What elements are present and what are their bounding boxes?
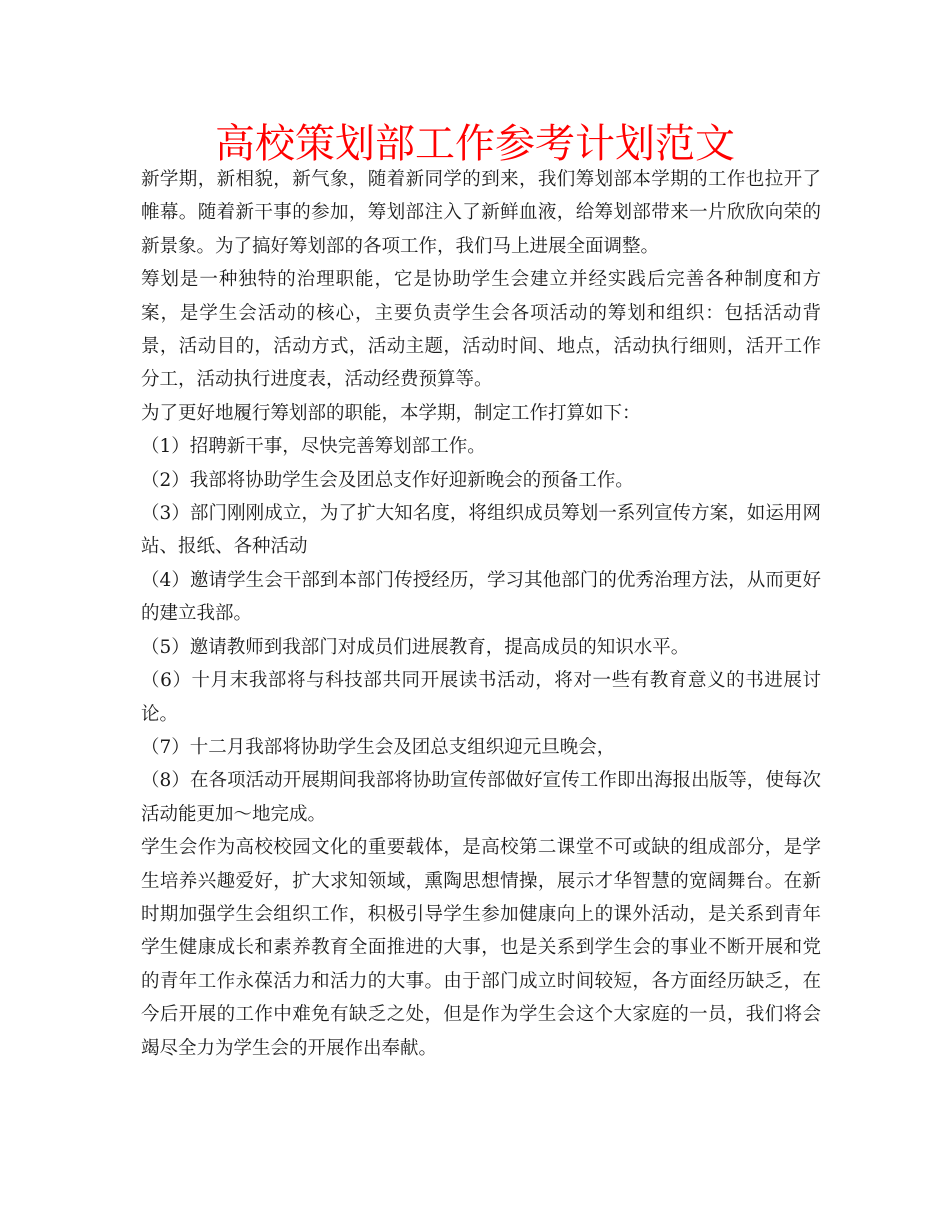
plan-item-8: （8）在各项活动开展期间我部将协助宣传部做好宣传工作即出海报出版等，使每次活动能更加～地完成。 <box>141 770 821 825</box>
plan-item-1: （1）招聘新干事，尽快完善筹划部工作。 <box>141 436 486 458</box>
document-body <box>141 163 821 1065</box>
plan-item-4: （4）邀请学生会干部到本部门传授经历，学习其他部门的优秀治理方法，从而更好的建立我部。 <box>141 569 821 625</box>
paragraph-plan-lead: 为了更好地履行筹划部的职能，本学期，制定工作打算如下： <box>141 402 641 424</box>
plan-item-2: （2）我部将协助学生会及团总支作好迎新晚会的预备工作。 <box>141 469 634 491</box>
plan-item-5: （5）邀请教师到我部门对成员们进展教育，提高成员的知识水平。 <box>141 636 690 658</box>
document-title: 高校策划部工作参考计划范文 <box>215 121 735 167</box>
plan-item-6: （6）十月末我部将与科技部共同开展读书活动，将对一些有教育意义的书进展讨论。 <box>141 670 821 725</box>
paragraph-intro: 新学期，新相貌，新气象，随着新同学的到来，我们筹划部本学期的工作也拉开了帷幕。随着新干事的参加，筹划部注入了新鲜血液，给筹划部带来一片欣欣向荣的新景象。为了搞好筹划部的各项工作，我们马上进展全面调整。 <box>141 169 821 257</box>
plan-item-7: （7）十二月我部将协助学生会及团总支组织迎元旦晚会， <box>141 736 616 758</box>
paragraph-conclusion: 学生会作为高校校园文化的重要载体，是高校第二课堂不可或缺的组成部分，是学生培养兴趣爱好，扩大求知领域，熏陶思想情操，展示才华智慧的宽阔舞台。在新时期加强学生会组织工作，积极引导学生参加健康向上的课外活动，是关系到青年学生健康成长和素养教育全面推进的大事，也是关系到学生会的事业不断开展和党的青年工作永葆活力和活力的大事。由于部门成立时间较短，各方面经历缺乏，在今后开展的工作中难免有缺乏之处，但是作为学生会这个大家庭的一员，我们将会竭尽全力为学生会的开展作出奉献。 <box>141 837 821 1059</box>
plan-item-3: （3）部门刚刚成立，为了扩大知名度，将组织成员筹划一系列宣传方案，如运用网站、报纸、各种活动 <box>141 503 821 558</box>
paragraph-planning-definition: 筹划是一种独特的治理职能，它是协助学生会建立并经实践后完善各种制度和方案，是学生会活动的核心，主要负责学生会各项活动的筹划和组织：包括活动背景，活动目的，活动方式，活动主题，活动时间、地点，活动执行细则，活开工作分工，活动执行进度表，活动经费预算等。 <box>141 269 821 391</box>
